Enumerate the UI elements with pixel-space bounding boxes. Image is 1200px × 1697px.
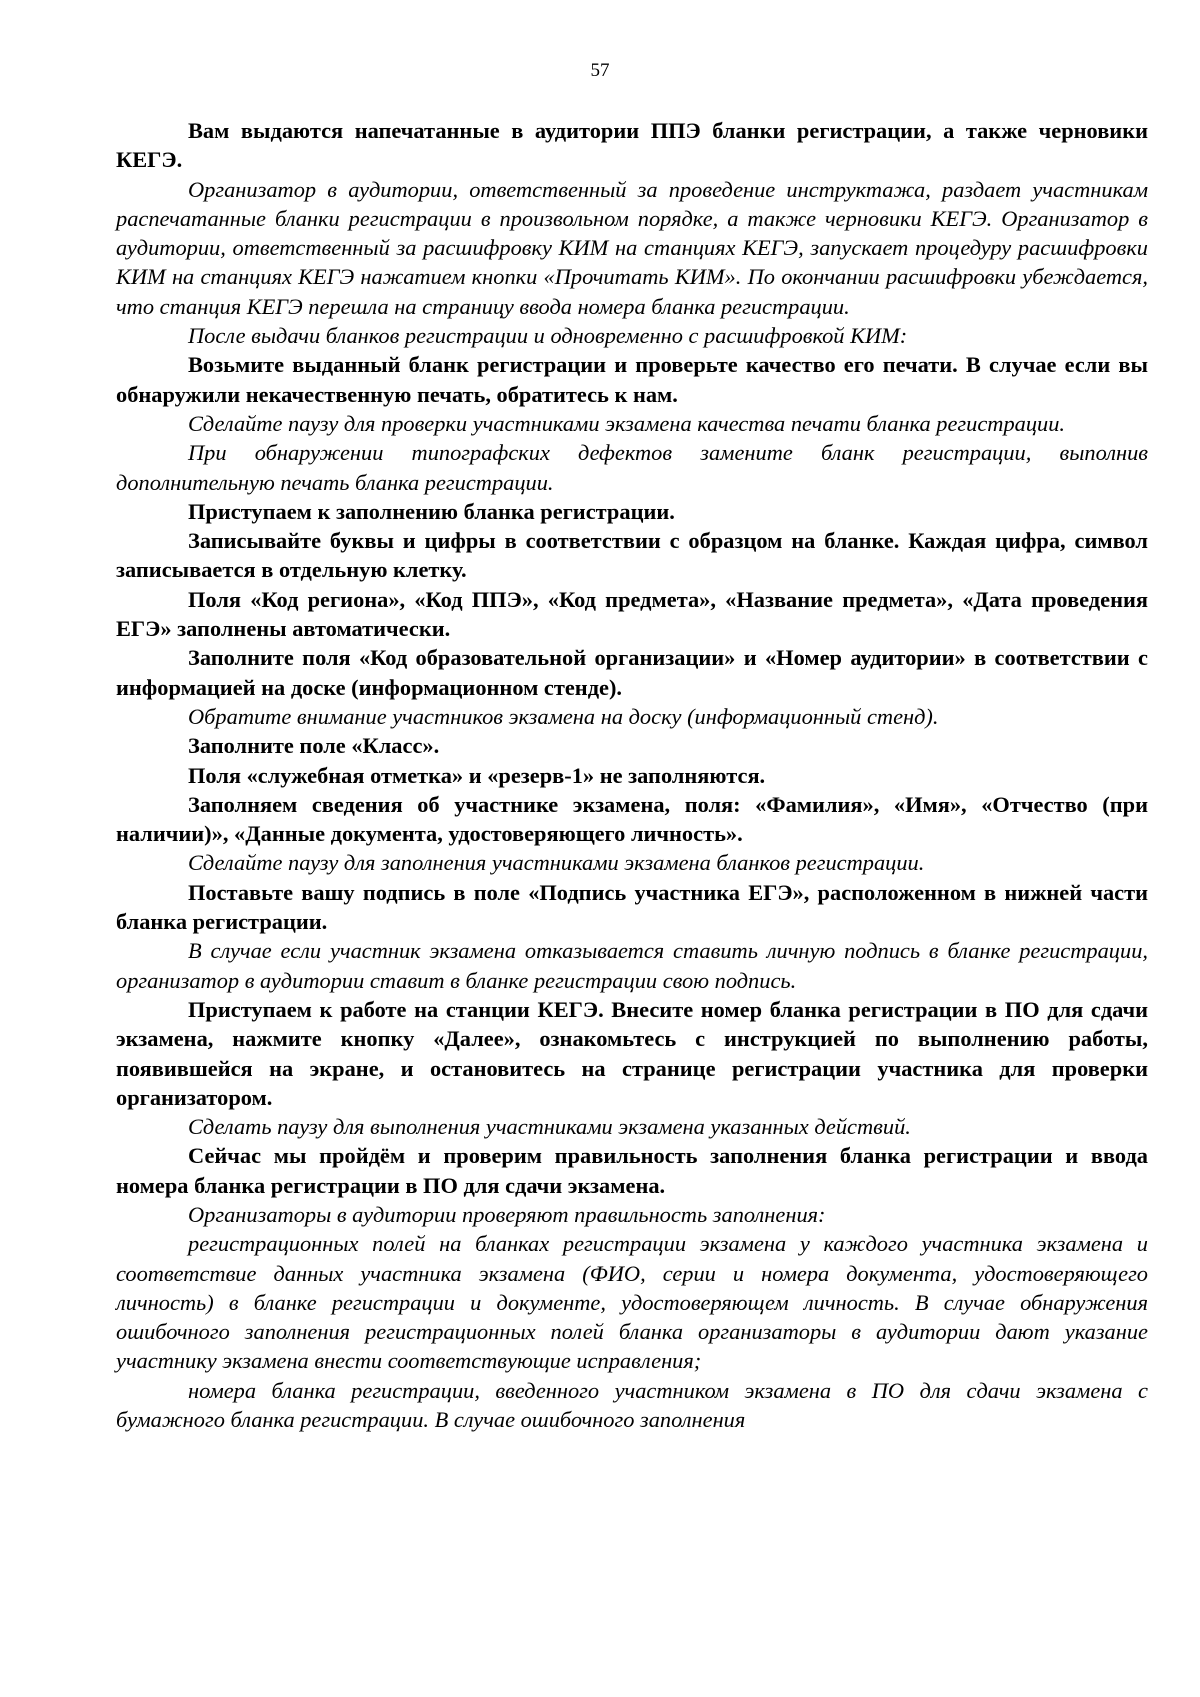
page-number: 57	[590, 60, 610, 81]
paragraph: Поставьте вашу подпись в поле «Подпись участника ЕГЭ», расположенном в нижней части бланка регистрации.	[116, 879, 1148, 935]
paragraph: В случае если участник экзамена отказывается ставить личную подпись в бланке регистрации, организатор в аудитории ставит в бланке регистрации свою подпись.	[116, 938, 1148, 993]
paragraph: Организаторы в аудитории проверяют правильность заполнения:	[188, 1201, 826, 1227]
paragraph: Поля «Код региона», «Код ППЭ», «Код предмета», «Название предмета», «Дата проведения ЕГЭ» заполнены автоматически.	[116, 586, 1148, 642]
paragraph: номера бланка регистрации, введенного участником экзамена в ПО для сдачи экзамена с бумажного бланка регистрации. В случае ошибочного заполнения	[116, 1377, 1148, 1433]
paragraph: Приступаем к работе на станции КЕГЭ. Внесите номер бланка регистрации в ПО для сдачи экзамена, нажмите кнопку «Далее», ознакомьтесь с инструкцией по выполнению работы, появившейся на экране, и остановитесь на странице регистрации участника для проверки организатором.	[116, 996, 1148, 1110]
paragraph: Заполните поля «Код образовательной организации» и «Номер аудитории» в соответствии с информацией на доске (информационном стенде).	[116, 645, 1148, 700]
paragraph: Обратите внимание участников экзамена на доску (информационный стенд).	[188, 703, 939, 729]
paragraph: При обнаружении типографских дефектов замените бланк регистрации, выполнив дополнительную печать бланка регистрации.	[116, 440, 1148, 495]
paragraph: Сделать паузу для выполнения участниками экзамена указанных действий.	[188, 1114, 911, 1140]
paragraph: Организатор в аудитории, ответственный за проведение инструктажа, раздает участникам распечатанные бланки регистрации в произвольном порядке, а также черновики КЕГЭ. Организатор в аудитории, ответственный за расшифровку КИМ на станциях КЕГЭ, запускает процедуру расшифровки КИМ на станциях КЕГЭ нажатием кнопки «Прочитать КИМ». По окончании расшифровки убеждается, что станция КЕГЭ перешла на страницу ввода номера бланка регистрации.	[116, 176, 1148, 319]
paragraph: Поля «служебная отметка» и «резерв-1» не заполняются.	[188, 762, 766, 788]
paragraph: Возьмите выданный бланк регистрации и проверьте качество его печати. В случае если вы обнаружили некачественную печать, обратитесь к нам.	[116, 352, 1148, 407]
paragraph: регистрационных полей на бланках регистрации экзамена у каждого участника экзамена и соответствие данных участника экзамена (ФИО, серии и номера документа, удостоверяющего личность) в бланке регистрации и документе, удостоверяющем личность. В случае обнаружения ошибочного заполнения регистрационных полей бланка организаторы в аудитории дают указание участнику экзамена внести соответствующие исправления;	[116, 1231, 1148, 1374]
paragraph: Заполняем сведения об участнике экзамена, поля: «Фамилия», «Имя», «Отчество (при наличии)», «Данные документа, удостоверяющего личность».	[116, 791, 1148, 847]
page-body	[116, 116, 1148, 1434]
paragraph: Сделайте паузу для проверки участниками экзамена качества печати бланка регистрации.	[188, 410, 1066, 436]
paragraph: Записывайте буквы и цифры в соответствии с образцом на бланке. Каждая цифра, символ записывается в отдельную клетку.	[116, 528, 1148, 583]
paragraph: Приступаем к заполнению бланка регистрации.	[188, 498, 675, 524]
paragraph: Заполните поле «Класс».	[188, 733, 440, 759]
paragraph: Сейчас мы пройдём и проверим правильность заполнения бланка регистрации и ввода номера бланка регистрации в ПО для сдачи экзамена.	[116, 1143, 1148, 1198]
paragraph: Сделайте паузу для заполнения участниками экзамена бланков регистрации.	[188, 850, 925, 876]
paragraph: После выдачи бланков регистрации и одновременно с расшифровкой КИМ:	[188, 323, 908, 349]
paragraph: Вам выдаются напечатанные в аудитории ППЭ бланки регистрации, а также черновики КЕГЭ.	[116, 118, 1148, 173]
